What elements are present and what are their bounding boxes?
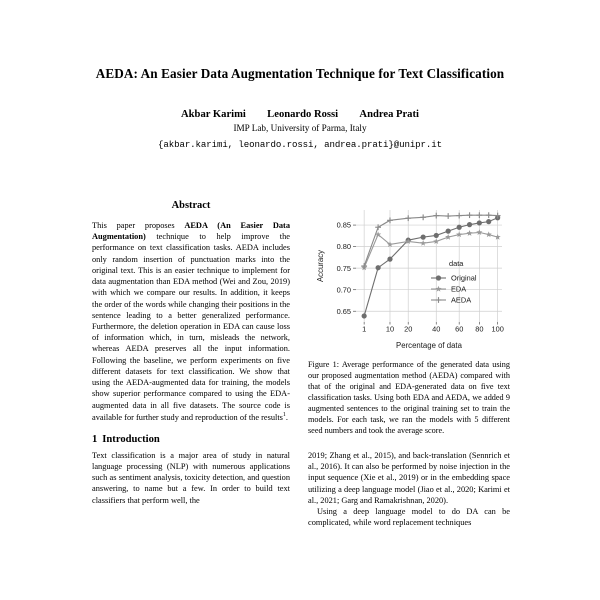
author-1: Akbar Karimi <box>181 108 246 120</box>
svg-text:Percentage of data: Percentage of data <box>396 341 462 350</box>
author-3: Andrea Prati <box>359 108 419 120</box>
svg-text:20: 20 <box>404 324 413 334</box>
svg-text:Original: Original <box>451 273 477 283</box>
svg-text:40: 40 <box>432 324 441 334</box>
right-column-body <box>308 450 510 529</box>
svg-text:10: 10 <box>385 324 395 334</box>
abstract-heading: Abstract <box>171 200 211 211</box>
svg-text:data: data <box>449 259 464 268</box>
svg-text:0.85: 0.85 <box>336 220 351 230</box>
right-column <box>308 200 510 528</box>
author-emails: {akbar.karimi, leonardo.rossi, andrea.prati}@unipr.it <box>158 138 442 150</box>
chart-canvas <box>312 202 508 352</box>
svg-text:AEDA: AEDA <box>451 295 472 305</box>
author-list <box>0 82 600 120</box>
svg-text:0.75: 0.75 <box>336 263 351 273</box>
svg-text:0.65: 0.65 <box>336 306 351 316</box>
svg-text:100: 100 <box>491 324 504 334</box>
right-paragraph-1: 2019; Zhang et al., 2015), and back-translation (Sennrich et al., 2016). It can also be performed by noise injection in the input sequence (Xie et al., 2019) or in the embedding space utilizing a deep language model (Jiao et al., 2020; Karimi et al., 2021; Garg and Ramakrishnan, 2020). <box>308 450 510 505</box>
svg-text:0.80: 0.80 <box>336 242 351 252</box>
introduction-paragraph: Text classification is a major area of study in natural language processing (NLP) with numerous applications such as sentiment analysis, toxicity detection, and question answering, to name but a few. In order to build text classifiers that perform well, the <box>92 450 290 505</box>
figure-caption <box>308 360 510 437</box>
section-title: Introduction <box>102 433 160 445</box>
two-column-body <box>0 200 600 528</box>
section-number: 1 <box>92 433 98 445</box>
figure-caption-text: Average performance of the generated data using our proposed augmentation method (AEDA) compared with that of the original and EDA-generated data on five text classification tasks. Using both EDA and AEDA, we added 9 augmented sentences to the original training set to train the models. For each task, we ran the models with 5 different seed numbers and took the average score. <box>308 360 510 435</box>
abstract-lead-bold: AEDA (An Easier Data Augmentation) <box>92 221 290 242</box>
figure-label: Figure 1: <box>308 360 340 369</box>
page-title: AEDA: An Easier Data Augmentation Technique for Text Classification <box>95 66 505 81</box>
footnote-marker: 1 <box>282 411 286 418</box>
svg-text:0.70: 0.70 <box>336 285 351 295</box>
svg-text:EDA: EDA <box>451 284 467 294</box>
svg-text:1: 1 <box>362 324 367 334</box>
svg-text:60: 60 <box>455 324 464 334</box>
left-column <box>92 200 290 528</box>
abstract-body: technique to help improve the performance on text classification tasks. AEDA includes only random insertion of punctuation marks into the original text. This is an easier technique to implement for data augmentation than EDA method (Wei and Zou, 2019) with which we compare our results. In addition, it keeps the order of the words while changing their positions in the sentence leading to a better generalized performance. Furthermore, the deletion operation in EDA can cause loss of information which, in turn, misleads the network, whereas AEDA preserves all the input information. Following the baseline, we perform experiments on five different datasets for text classification. We show that using the AEDA-augmented data for training, the models show superior performance compared to using the EDA-augmented data in all five datasets. The source code is available for further study and reproduction of the results <box>92 232 290 422</box>
right-paragraph-2: Using a deep language model to do DA can be complicated, while word replacement techniques <box>308 506 510 528</box>
abstract-body-end: . <box>285 412 289 422</box>
accuracy-line-chart <box>312 202 508 352</box>
abstract-lead-plain: This paper proposes <box>92 221 185 230</box>
svg-text:Accuracy: Accuracy <box>316 249 325 283</box>
figure-1 <box>308 202 510 437</box>
svg-text:80: 80 <box>475 324 484 334</box>
abstract-paragraph <box>92 220 290 423</box>
section-heading-introduction <box>92 434 290 445</box>
affiliation: IMP Lab, University of Parma, Italy <box>233 122 367 133</box>
author-2: Leonardo Rossi <box>267 108 339 120</box>
